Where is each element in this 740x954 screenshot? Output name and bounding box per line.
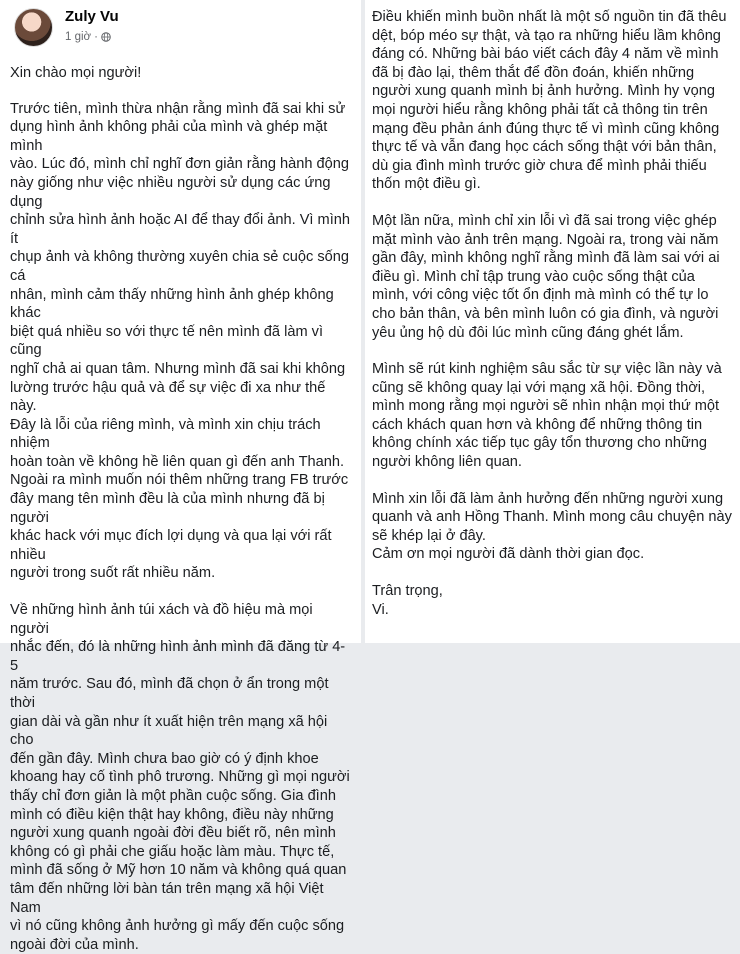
paragraph-6: Mình xin lỗi đã làm ảnh hưởng đến những người xung quanh và anh Hồng Thanh. Mình mong câu chuyện này sẽ khép lại ở đây. Cảm ơn mọi người đã dành thời gian đọc. [372, 490, 732, 563]
signature: Trân trọng, Vi. [372, 583, 443, 618]
avatar[interactable] [14, 8, 53, 47]
post-right-column [365, 0, 740, 643]
post-left-column [0, 0, 361, 953]
greeting: Xin chào mọi người! [10, 65, 142, 81]
globe-icon [101, 32, 111, 42]
paragraph-2: Về những hình ảnh túi xách và đồ hiệu mà mọi người nhắc đến, đó là những hình ảnh mình đã đăng từ 4-5 năm trước. Sau đó, mình đã chọn ở ẩn trong một thời gian dài và gần như ít xuất hiện trên mạng xã hội cho đến gần đây. Mình chưa bao giờ có ý định khoe khoang hay cố tình phô trương. Những gì mọi người thấy chỉ đơn giản là một phần cuộc sống. Gia đình mình có điều kiện thật hay không, điều này những người xung quanh ngoài đời đều biết rõ, nên mình không có gì phải che giấu hoặc làm màu. Thực tế, mình đã sống ở Mỹ hơn 10 năm và không quá quan tâm đến những lời bàn tán trên mạng xã hội Việt Nam vì nó cũng không ảnh hưởng gì mấy đến cuộc sống ngoài đời của mình. [10, 602, 350, 953]
post-header [10, 0, 353, 58]
paragraph-5: Mình sẽ rút kinh nghiệm sâu sắc từ sự việc lần này và cũng sẽ không quay lại với mạng xã hội. Đồng thời, mình mong rằng mọi người sẽ nhìn nhận mọi thứ một cách khách quan hơn và không để những thông tin không chính xác tiếp tục gây tổn thương cho những người không liên quan. [372, 361, 722, 471]
paragraph-3: Điều khiến mình buồn nhất là một số nguồn tin đã thêu dệt, bóp méo sự thật, và tạo ra những hiểu lầm không đáng có. Những bài báo viết cách đây 4 năm về mình đã bị đào lại, thêm thắt để đồn đoán, khiến những người xung quanh mình bị ảnh hưởng. Mình hy vọng mọi người hiểu rằng không phải tất cả thông tin trên mạng đều phản ánh đúng thực tế vì mình cũng không thực tế và vẫn đang học cách sống thật với bản thân, dù gia đình mình trước giờ chưa để mình phải thiếu thốn một điều gì. [372, 9, 727, 193]
post-time[interactable]: 1 giờ [65, 31, 92, 43]
paragraph-1: Trước tiên, mình thừa nhận rằng mình đã sai khi sử dụng hình ảnh không phải của mình và ghép mặt mình vào. Lúc đó, mình chỉ nghĩ đơn giản rằng hành động này giống như việc nhiều người sử dụng các ứng dụng chỉnh sửa hình ảnh hoặc AI để thay đổi ảnh. Vì mình ít chụp ảnh và không thường xuyên chia sẻ cuộc sống cá nhân, mình cảm thấy những hình ảnh ghép không khác biệt quá nhiều so với thực tế nên mình đã làm vì cũng nghĩ chả ai quan tâm. Nhưng mình đã sai khi không lường trước hậu quả và để sự việc đi xa như thế này. Đây là lỗi của riêng mình, và mình xin chịu trách nhiệm hoàn toàn về không hề liên quan gì đến anh Thanh. Ngoài ra mình muốn nói thêm những trang FB trước đây mang tên mình đều là của mình nhưng đã bị người khác hack với mục đích lợi dụng và qua lại với rất nhiều người trong suốt rất nhiều năm. [10, 100, 350, 582]
author-name[interactable]: Zuly Vu [65, 8, 119, 25]
post-meta [65, 31, 111, 43]
paragraph-4: Một lần nữa, mình chỉ xin lỗi vì đã sai trong việc ghép mặt mình vào ảnh trên mạng. Ngoài ra, trong vài năm gần đây, mình không nghĩ rằng mình đã làm sai với ai điều gì. Mình chỉ tập trung vào cuộc sống thật của mình, với công việc tốt ổn định mà mình có thể tự lo cho bản thân, và bên mình luôn có gia đình, và người yêu ủng hộ dù đôi lúc mình cũng đáng ghét lắm. [372, 212, 720, 341]
meta-separator: · [94, 31, 98, 43]
